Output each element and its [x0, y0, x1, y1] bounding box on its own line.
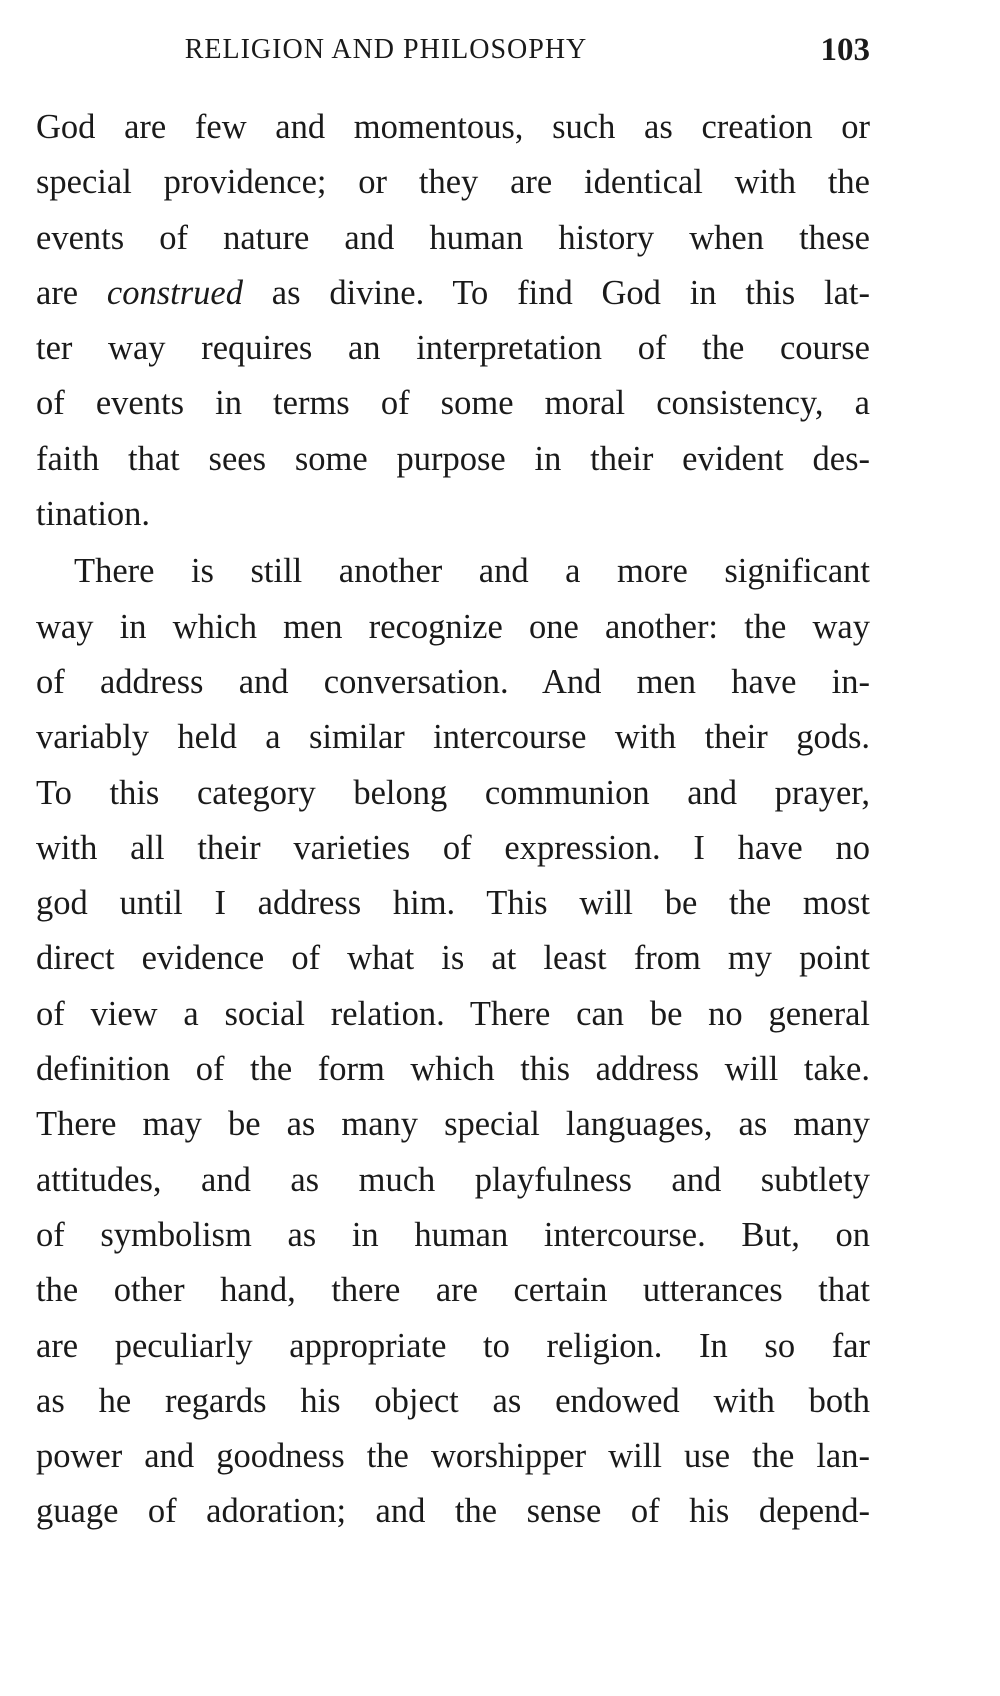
body-text [36, 100, 870, 1540]
text-run: are [36, 273, 107, 312]
running-head [36, 28, 870, 72]
text-line: tination. [36, 495, 151, 534]
text-line: of symbolism as in human intercourse. But, on [36, 1215, 870, 1254]
text-line: of view a social relation. There can be no general [36, 994, 870, 1033]
text-line [36, 266, 870, 321]
text-line: guage of adoration; and the sense of his depend- [36, 1492, 870, 1531]
text-run: as divine. To find God in this lat- [243, 273, 870, 312]
text-line: the other hand, there are certain utterances that [36, 1271, 870, 1310]
text-line: To this category belong communion and prayer, [36, 773, 870, 812]
page-number: 103 [820, 32, 870, 68]
text-line: as he regards his object as endowed with both [36, 1381, 870, 1420]
text-line: power and goodness the worshipper will use the lan- [36, 1437, 870, 1476]
text-line: variably held a similar intercourse with their gods. [36, 718, 870, 757]
text-line: definition of the form which this address will take. [36, 1050, 870, 1089]
paragraph-2 [36, 544, 870, 1539]
text-line: of events in terms of some moral consistency, a [36, 384, 870, 423]
text-line: of address and conversation. And men have in- [36, 662, 870, 701]
text-line: are peculiarly appropriate to religion. In so far [36, 1326, 870, 1365]
text-line: There is still another and a more significant [74, 552, 870, 591]
paragraph-1 [36, 100, 870, 542]
text-line: God are few and momentous, such as creation or [36, 108, 870, 146]
italic-word: construed [106, 273, 243, 312]
text-line: events of nature and human history when these [36, 218, 870, 257]
running-title: RELIGION AND PHILOSOPHY [184, 34, 588, 65]
text-line: faith that sees some purpose in their evident des- [36, 439, 870, 478]
text-line: way in which men recognize one another: the way [36, 607, 870, 646]
text-line: god until I address him. This will be the most [36, 884, 870, 923]
text-line: ter way requires an interpretation of the course [36, 329, 870, 368]
book-page [36, 0, 870, 1696]
text-line: There may be as many special languages, as many [36, 1105, 870, 1144]
text-line: special providence; or they are identical with the [36, 163, 870, 202]
text-line: direct evidence of what is at least from my point [36, 939, 870, 978]
text-line: attitudes, and as much playfulness and subtlety [36, 1160, 870, 1199]
text-line: with all their varieties of expression. I have no [36, 828, 870, 867]
